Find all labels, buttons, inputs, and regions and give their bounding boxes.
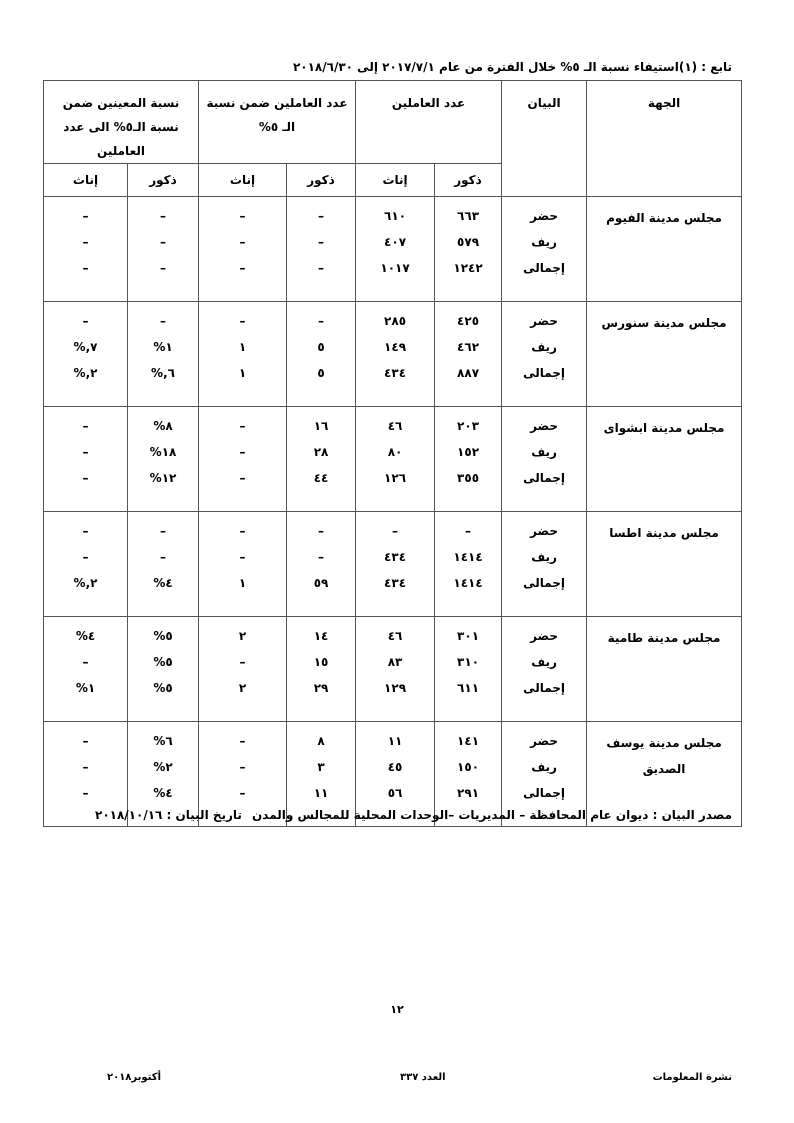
cell-value: – <box>318 524 325 538</box>
source-note: مصدر البيان : ديوان عام المحافظة – المديريات –الوحدات المحلية للمجالس والمدن <box>252 808 732 822</box>
header-male: ذكور <box>287 164 356 197</box>
cell-value: ١٠١٧ <box>380 261 410 275</box>
cell-value: – <box>160 314 167 328</box>
cell-value: – <box>239 419 246 433</box>
cell-w5-m <box>287 407 356 512</box>
entity-name: مجلس مدينة طامية <box>607 631 721 645</box>
cell-value: ٢ <box>238 681 247 695</box>
row-label: إجمالى <box>523 366 566 380</box>
cell-value: ٢٠٣ <box>457 419 480 433</box>
cell-value: ٥% <box>153 629 173 643</box>
cell-r-m <box>128 617 199 722</box>
cell-value: – <box>82 235 89 249</box>
table-row <box>44 512 742 617</box>
cell-value: – <box>318 209 325 223</box>
cell-value: ١ <box>238 366 247 380</box>
table-caption: تابع : (١)استيفاء نسبة الـ ٥% خلال الفترة من عام ٢٠١٧/٧/١ إلى ٢٠١٨/٦/٣٠ <box>292 60 732 74</box>
header-workers: عدد العاملين <box>356 81 502 164</box>
data-date: تاريخ البيان : ٢٠١٨/١٠/١٦ <box>95 808 242 822</box>
cell-value: – <box>82 419 89 433</box>
cell-value: ١٤١٤ <box>453 550 483 564</box>
entity-name: مجلس مدينة الفيوم <box>606 211 722 225</box>
cell-r-m <box>128 512 199 617</box>
cell-value: – <box>239 786 246 800</box>
cell-value: ٢٩ <box>313 681 329 695</box>
cell-value: ١% <box>153 340 173 354</box>
cell-value: – <box>239 760 246 774</box>
cell-value: ٤% <box>153 576 173 590</box>
cell-value: ٣١٠ <box>457 655 480 669</box>
cell-value: ١٤١ <box>457 734 480 748</box>
cell-w5-m <box>287 617 356 722</box>
cell-value: – <box>239 209 246 223</box>
cell-value: ٤٢٥ <box>457 314 480 328</box>
header-statement: البيان <box>502 81 587 197</box>
row-label: ريف <box>531 235 557 249</box>
cell-value: ٦٦٣ <box>457 209 480 223</box>
header-workers-5: عدد العاملين ضمن نسبة الـ ٥% <box>199 81 356 164</box>
table-row <box>44 302 742 407</box>
entity-name: مجلس مدينة يوسف الصديق <box>606 736 722 776</box>
cell-w5-m <box>287 302 356 407</box>
cell-value: – <box>318 314 325 328</box>
cell-value: – <box>160 209 167 223</box>
cell-value: ٨٠ <box>387 445 403 459</box>
cell-r-f <box>44 302 128 407</box>
footer-issue: العدد ٣٣٧ <box>400 1072 446 1083</box>
header-female: إناث <box>356 164 435 197</box>
cell-value: – <box>239 655 246 669</box>
cell-value: ٨٣ <box>387 655 403 669</box>
cell-labels <box>502 617 587 722</box>
cell-w5-f <box>199 302 287 407</box>
cell-r-f <box>44 512 128 617</box>
table-row <box>44 407 742 512</box>
cell-value: ٢,% <box>73 576 98 590</box>
cell-value: – <box>239 261 246 275</box>
cell-value: ١٤١٤ <box>453 576 483 590</box>
cell-value: ١٢% <box>149 471 177 485</box>
cell-w-m <box>435 407 502 512</box>
cell-labels <box>502 302 587 407</box>
entity-cell <box>587 512 742 617</box>
cell-value: ٥ <box>317 366 325 380</box>
cell-value: ٨٨٧ <box>457 366 480 380</box>
cell-value: ١٢٤٢ <box>453 261 483 275</box>
cell-value: ٤% <box>75 629 96 643</box>
cell-value: – <box>82 655 89 669</box>
cell-value: ٥٩ <box>313 576 329 590</box>
row-label: ريف <box>531 445 557 459</box>
cell-value: ١١ <box>313 786 329 800</box>
cell-value: ١٢٦ <box>384 471 407 485</box>
cell-value: – <box>239 550 246 564</box>
cell-w-f <box>356 407 435 512</box>
cell-value: ٤٣٤ <box>384 576 407 590</box>
page-number: ١٢ <box>390 1003 404 1016</box>
cell-r-f <box>44 197 128 302</box>
employment-table <box>43 80 742 827</box>
header-female: إناث <box>44 164 128 197</box>
cell-value: ١٢٩ <box>384 681 407 695</box>
cell-value: – <box>239 734 246 748</box>
cell-value: – <box>160 235 167 249</box>
cell-w5-m <box>287 512 356 617</box>
cell-value: ٤٦ <box>387 629 403 643</box>
cell-w-m <box>435 617 502 722</box>
cell-value: – <box>465 524 472 538</box>
cell-w-f <box>356 302 435 407</box>
cell-value: – <box>239 471 246 485</box>
header-entity: الجهة <box>587 81 742 197</box>
cell-value: – <box>160 524 167 538</box>
header-male: ذكور <box>435 164 502 197</box>
cell-value: ٥٧٩ <box>457 235 480 249</box>
cell-labels <box>502 197 587 302</box>
cell-value: – <box>82 445 89 459</box>
cell-r-f <box>44 407 128 512</box>
row-label: إجمالى <box>523 786 566 800</box>
cell-value: – <box>160 550 167 564</box>
cell-w-m <box>435 512 502 617</box>
cell-value: ٦,% <box>151 366 175 380</box>
cell-w-m <box>435 197 502 302</box>
cell-value: – <box>160 261 167 275</box>
cell-w-f <box>356 512 435 617</box>
cell-r-m <box>128 302 199 407</box>
table-row <box>44 197 742 302</box>
cell-value: ١٥ <box>313 655 329 669</box>
cell-value: ٢ <box>238 629 247 643</box>
cell-value: ٢% <box>153 760 173 774</box>
row-label: حضر <box>530 734 559 748</box>
cell-value: – <box>82 550 89 564</box>
cell-value: ١٤ <box>313 629 329 643</box>
cell-value: ١٨% <box>149 445 177 459</box>
cell-value: ٤٥ <box>387 760 403 774</box>
cell-value: ٤٦٢ <box>457 340 480 354</box>
cell-value: – <box>239 524 246 538</box>
cell-value: ٤٣٤ <box>384 550 407 564</box>
cell-w5-f <box>199 407 287 512</box>
cell-labels <box>502 512 587 617</box>
row-label: ريف <box>531 340 557 354</box>
cell-value: ٥ <box>317 340 325 354</box>
cell-w5-f <box>199 197 287 302</box>
cell-value: – <box>318 261 325 275</box>
cell-value: ٧,% <box>73 340 98 354</box>
cell-value: ٨% <box>153 419 173 433</box>
cell-value: ٢٨ <box>313 445 329 459</box>
row-label: إجمالى <box>523 471 566 485</box>
cell-r-m <box>128 407 199 512</box>
cell-value: – <box>239 445 246 459</box>
cell-value: – <box>82 209 89 223</box>
row-label: حضر <box>530 629 559 643</box>
cell-value: – <box>239 314 246 328</box>
cell-w-f <box>356 617 435 722</box>
row-label: حضر <box>530 209 559 223</box>
cell-value: ٣ <box>317 760 325 774</box>
cell-value: – <box>82 524 89 538</box>
cell-value: ٦% <box>153 734 173 748</box>
entity-cell <box>587 617 742 722</box>
row-label: إجمالى <box>523 261 566 275</box>
entity-name: مجلس مدينة سنورس <box>601 316 727 330</box>
cell-w5-f <box>199 512 287 617</box>
row-label: ريف <box>531 550 557 564</box>
cell-r-f <box>44 617 128 722</box>
cell-value: – <box>82 314 89 328</box>
cell-value: ١٦ <box>313 419 329 433</box>
cell-value: – <box>318 235 325 249</box>
header-male: ذكور <box>128 164 199 197</box>
cell-value: ٦١٠ <box>384 209 407 223</box>
cell-labels <box>502 407 587 512</box>
footer-publication: نشرة المعلومات <box>652 1072 732 1083</box>
cell-value: ١ <box>238 340 247 354</box>
cell-value: ٢٩١ <box>457 786 480 800</box>
entity-cell <box>587 407 742 512</box>
cell-value: ٥% <box>153 655 173 669</box>
row-label: حضر <box>530 419 559 433</box>
cell-w5-f <box>199 617 287 722</box>
row-label: حضر <box>530 314 559 328</box>
entity-cell <box>587 197 742 302</box>
cell-value: ٥% <box>153 681 173 695</box>
cell-value: ١٥٢ <box>457 445 480 459</box>
cell-w-m <box>435 302 502 407</box>
cell-value: ١١ <box>387 734 403 748</box>
cell-value: ١ <box>238 576 247 590</box>
cell-value: ٤٤ <box>313 471 329 485</box>
cell-value: ١% <box>75 681 96 695</box>
cell-value: – <box>239 235 246 249</box>
footer-month: أكتوبر٢٠١٨ <box>107 1072 161 1083</box>
cell-value: ٤٠٧ <box>384 235 407 249</box>
cell-value: ٤٦ <box>387 419 403 433</box>
cell-r-m <box>128 197 199 302</box>
header-ratio: نسبة المعينين ضمن نسبة الـ٥% الى عدد العاملين <box>44 81 199 164</box>
cell-value: ٣٥٥ <box>457 471 480 485</box>
cell-value: ٨ <box>317 734 325 748</box>
cell-value: ٥٦ <box>387 786 403 800</box>
cell-value: ٢٨٥ <box>384 314 407 328</box>
cell-value: ١٥٠ <box>457 760 480 774</box>
cell-value: – <box>82 261 89 275</box>
cell-value: – <box>318 550 325 564</box>
cell-w5-m <box>287 197 356 302</box>
cell-value: – <box>82 734 89 748</box>
cell-value: – <box>82 471 89 485</box>
cell-value: – <box>82 786 89 800</box>
cell-value: ٤٣٤ <box>384 366 407 380</box>
row-label: ريف <box>531 655 557 669</box>
entity-cell <box>587 302 742 407</box>
table-row <box>44 617 742 722</box>
cell-value: – <box>392 524 399 538</box>
header-female: إناث <box>199 164 287 197</box>
cell-value: ٣٠١ <box>457 629 480 643</box>
row-label: ريف <box>531 760 557 774</box>
cell-value: ١٤٩ <box>384 340 407 354</box>
row-label: إجمالى <box>523 576 566 590</box>
entity-name: مجلس مدينة اطسا <box>609 526 719 540</box>
cell-value: ٢,% <box>73 366 98 380</box>
row-label: حضر <box>530 524 559 538</box>
row-label: إجمالى <box>523 681 566 695</box>
cell-w-f <box>356 197 435 302</box>
cell-value: – <box>82 760 89 774</box>
cell-value: ٦١١ <box>457 681 480 695</box>
entity-name: مجلس مدينة ابشواى <box>603 421 725 435</box>
cell-value: ٤% <box>153 786 173 800</box>
